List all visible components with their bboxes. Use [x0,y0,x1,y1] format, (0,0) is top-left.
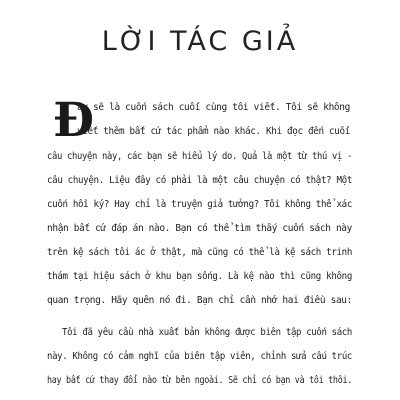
text-line: cuốn hồi ký? Hay chỉ là truyện giả tưởng? Tôi không thể xác [47,199,352,210]
text-line: này. Không có cảm nghĩ của biên tập viên, chỉnh sửa cấu trúc [47,351,352,362]
text-line: hay bất cứ thay đổi nào từ bên ngoài. Sẽ chỉ có bạn và tôi thôi. [47,375,352,386]
page-title: LỜI TÁC GIẢ [101,26,299,57]
text-line: trên kệ sách tôi ác ở thật, mà cũng có thể là kệ sách trinh [47,247,352,258]
text-line: quan trọng. Hãy quên nó đi. Bạn chỉ cần nhớ hai điều sau: [47,295,352,306]
text-line: thám tại hiệu sách ở khu bạn sống. Là kệ nào thì cũng không [47,271,352,282]
text-line: nhận bất cứ đáp án nào. Bạn có thể tìm thấy cuốn sách này [47,223,352,234]
text-line: ây sẽ là cuốn sách cuối cùng tôi viết. Tôi sẽ không [77,102,350,113]
text-line: câu chuyện này, các bạn sẽ hiểu lý do. Quả là một từ thú vị - [47,151,352,162]
drop-cap-letter: Đ [53,93,95,148]
text-line: câu chuyện. Liệu đây có phải là một câu chuyện có thật? Một [47,175,352,186]
text-line: Tôi đã yêu cầu nhà xuất bản không được biên tập cuốn sách [62,327,352,338]
text-line: viết thêm bất cứ tác phẩm nào khác. Khi đọc đến cuối [77,126,350,137]
